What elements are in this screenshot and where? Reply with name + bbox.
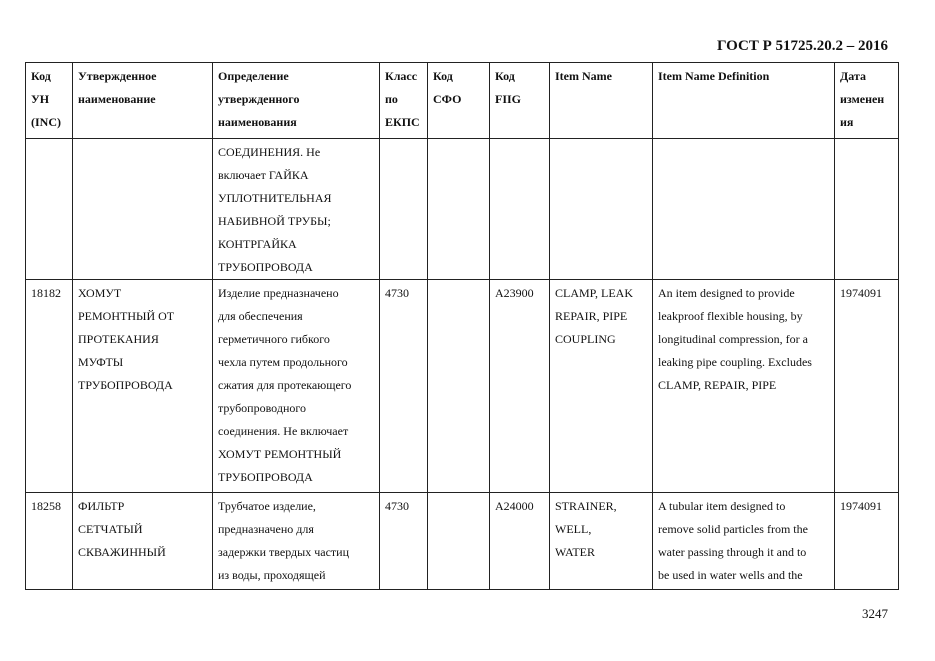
cell-fiig: A24000 bbox=[490, 493, 550, 590]
cell-fiig: A23900 bbox=[490, 280, 550, 493]
col-header-class: Класс по ЕКПС bbox=[380, 63, 428, 139]
cell-name bbox=[73, 139, 213, 280]
cell-item-name bbox=[550, 139, 653, 280]
cell-sfo bbox=[428, 139, 490, 280]
cell-definition: Трубчатое изделие, предназначено для задержки твердых частиц из воды, проходящей bbox=[213, 493, 380, 590]
cell-item-definition: An item designed to provide leakproof flexible housing, by longitudinal compression, for a leaking pipe coupling. Excludes CLAMP, REPAIR, PIPE bbox=[653, 280, 835, 493]
cell-definition: Изделие предназначено для обеспечения герметичного гибкого чехла путем продольного сжатия для протекающего трубопроводного соединения. Не включает ХОМУТ РЕМОНТНЫЙ ТРУБОПРОВОДА bbox=[213, 280, 380, 493]
cell-class bbox=[380, 139, 428, 280]
page-number: 3247 bbox=[862, 606, 888, 621]
cell-date: 1974091 bbox=[835, 493, 899, 590]
cell-item-name: CLAMP, LEAK REPAIR, PIPE COUPLING bbox=[550, 280, 653, 493]
table-header-row bbox=[26, 63, 899, 139]
cell-item-definition: A tubular item designed to remove solid particles from the water passing through it and to be used in water wells and the bbox=[653, 493, 835, 590]
cell-sfo bbox=[428, 280, 490, 493]
table-row bbox=[26, 280, 899, 493]
cell-code: 18182 bbox=[26, 280, 73, 493]
table-row bbox=[26, 493, 899, 590]
cell-fiig bbox=[490, 139, 550, 280]
col-header-sfo: Код СФО bbox=[428, 63, 490, 139]
cell-definition: СОЕДИНЕНИЯ. Не включает ГАЙКА УПЛОТНИТЕЛЬНАЯ НАБИВНОЙ ТРУБЫ; КОНТРГАЙКА ТРУБОПРОВОДА bbox=[213, 139, 380, 280]
cell-name: ФИЛЬТР СЕТЧАТЫЙ СКВАЖИННЫЙ bbox=[73, 493, 213, 590]
col-header-fiig: Код FIIG bbox=[490, 63, 550, 139]
col-header-item-name: Item Name bbox=[550, 63, 653, 139]
col-header-definition: Определение утвержденного наименования bbox=[213, 63, 380, 139]
cell-item-definition bbox=[653, 139, 835, 280]
cell-sfo bbox=[428, 493, 490, 590]
col-header-name: Утвержденное наименование bbox=[73, 63, 213, 139]
cell-code: 18258 bbox=[26, 493, 73, 590]
document-code: ГОСТ Р 51725.20.2 – 2016 bbox=[716, 38, 888, 54]
col-header-item-definition: Item Name Definition bbox=[653, 63, 835, 139]
table-row bbox=[26, 139, 899, 280]
cell-date bbox=[835, 139, 899, 280]
cell-class: 4730 bbox=[380, 493, 428, 590]
cell-name: ХОМУТ РЕМОНТНЫЙ ОТ ПРОТЕКАНИЯ МУФТЫ ТРУБОПРОВОДА bbox=[73, 280, 213, 493]
cell-item-name: STRAINER, WELL, WATER bbox=[550, 493, 653, 590]
cell-class: 4730 bbox=[380, 280, 428, 493]
col-header-code: Код УН (INC) bbox=[26, 63, 73, 139]
col-header-date: Дата изменен ия bbox=[835, 63, 899, 139]
cell-date: 1974091 bbox=[835, 280, 899, 493]
catalog-table bbox=[25, 62, 899, 590]
cell-code bbox=[26, 139, 73, 280]
